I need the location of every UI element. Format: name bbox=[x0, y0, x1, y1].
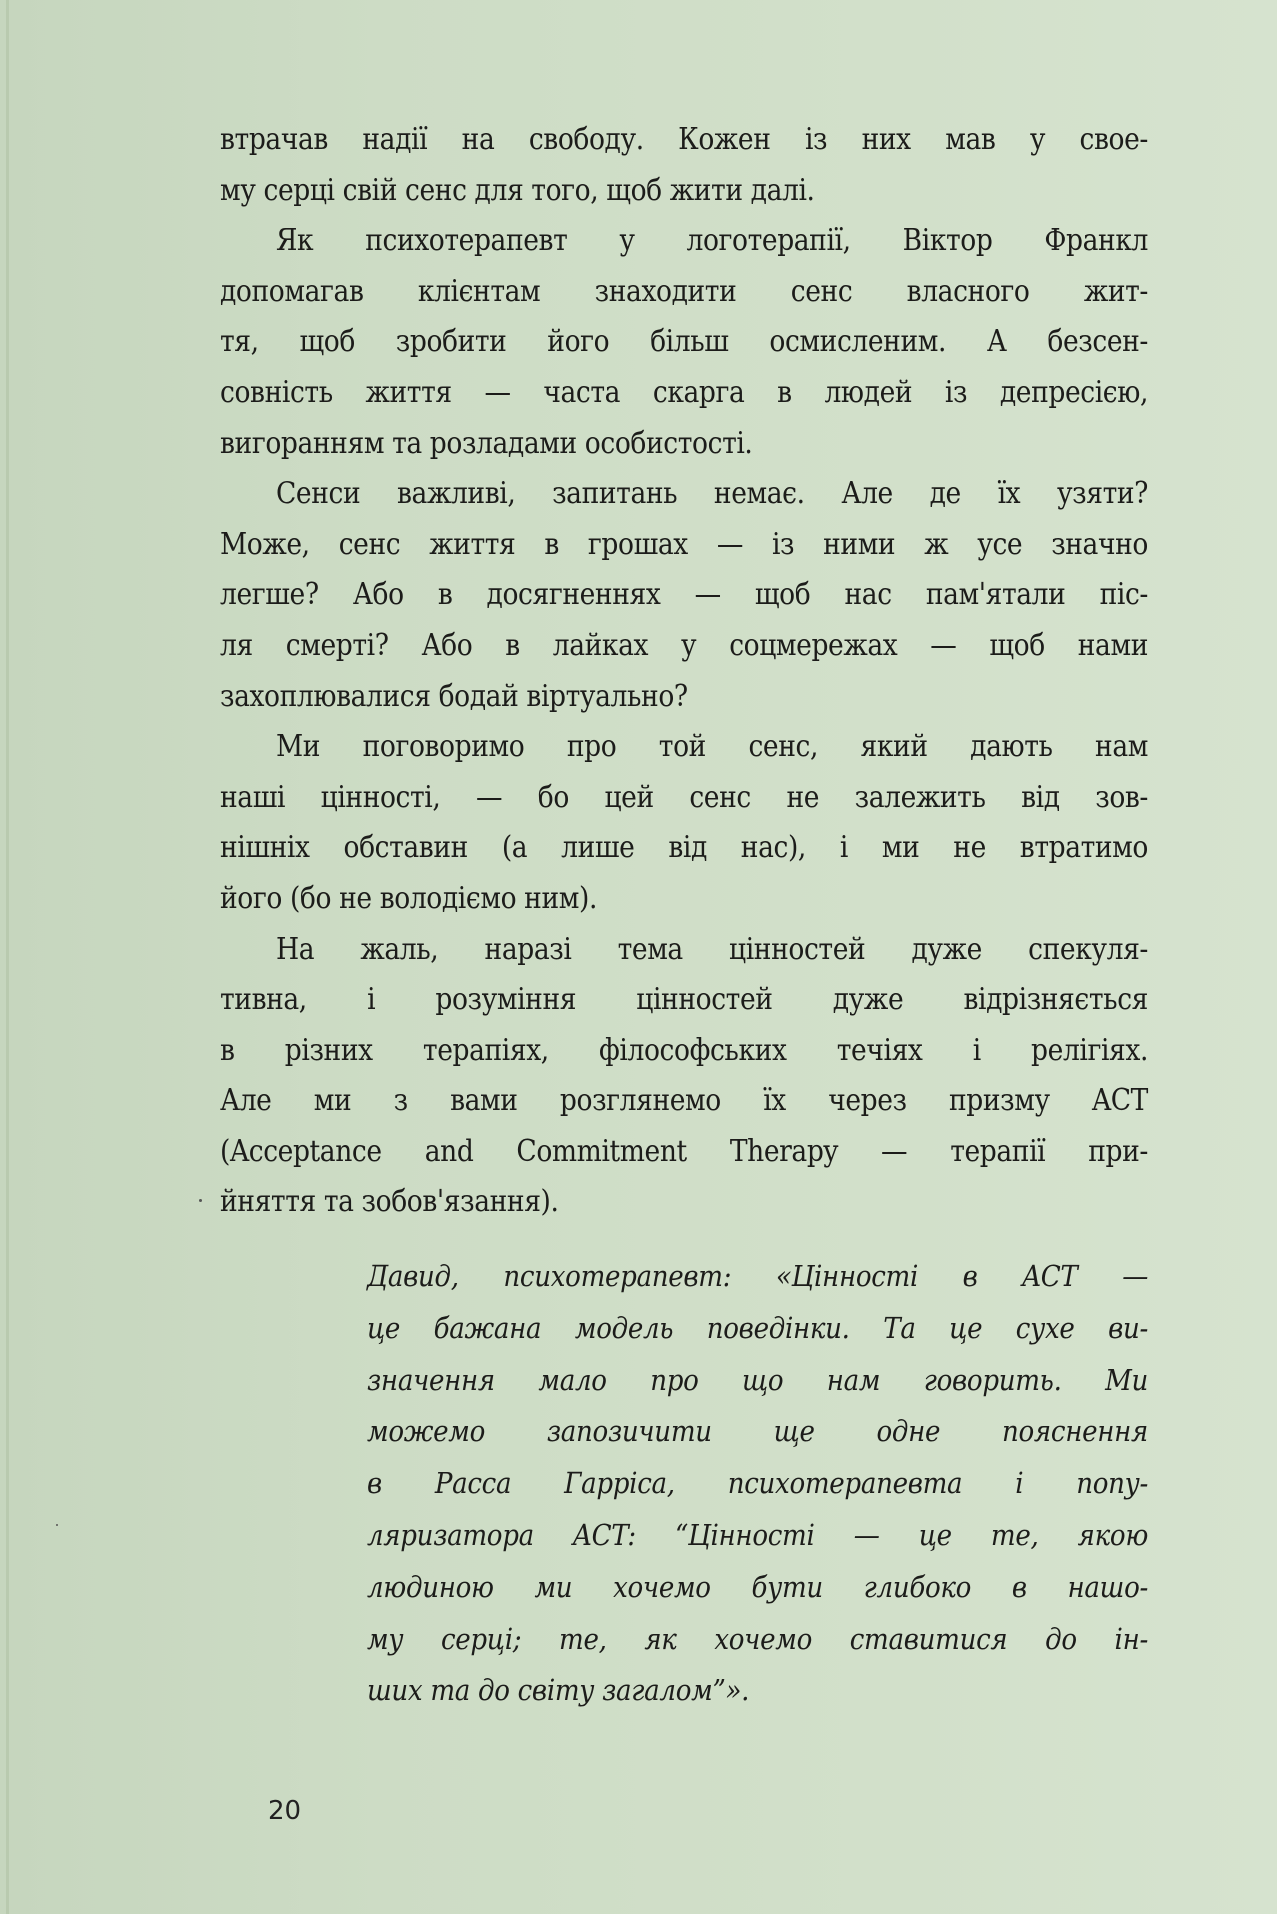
text-line bbox=[220, 114, 1148, 165]
quote-line bbox=[367, 1562, 1148, 1614]
page-edge-shadow bbox=[6, 0, 9, 1914]
text-line bbox=[220, 266, 1148, 317]
quote-line bbox=[367, 1665, 1148, 1717]
text-line bbox=[220, 1126, 1148, 1177]
quote-line bbox=[367, 1251, 1148, 1303]
quote-line-content: му серці; те, як хочемо ставитися до ін- bbox=[367, 1621, 1148, 1656]
text-line bbox=[220, 165, 1148, 216]
paragraph-start-line bbox=[220, 721, 1148, 772]
text-line-content: вигоранням та розладами особистості. bbox=[220, 425, 753, 460]
text-line-content: його (бо не володіємо ним). bbox=[220, 880, 597, 915]
text-line-content: допомагав клієнтам знаходити сенс власного жит- bbox=[220, 273, 1148, 308]
text-line-content: в різних терапіях, філософських течіях і релігіях. bbox=[220, 1032, 1148, 1067]
text-line bbox=[220, 620, 1148, 671]
text-line-content: Може, сенс життя в грошах — із ними ж усе значно bbox=[220, 526, 1148, 561]
text-line-content: втрачав надії на свободу. Кожен із них мав у свое- bbox=[220, 122, 1148, 156]
text-line bbox=[220, 367, 1148, 418]
text-line-content: наші цінності, — бо цей сенс не залежить від зов- bbox=[220, 779, 1148, 814]
text-line-content: Сенси важливі, запитань немає. Але де їх узяти? bbox=[276, 476, 1148, 511]
quote-line bbox=[367, 1303, 1148, 1355]
text-line-content: Але ми з вами розглянемо їх через призму ACT bbox=[220, 1083, 1148, 1118]
text-line bbox=[220, 974, 1148, 1025]
text-line bbox=[220, 1075, 1148, 1126]
text-line bbox=[220, 873, 1148, 924]
quote-line-content: ляризатора ACT: “Цінності — це те, якою bbox=[367, 1517, 1148, 1552]
text-line bbox=[220, 671, 1148, 722]
text-line-content: нішніх обставин (а лише від нас), і ми не втратимо bbox=[220, 830, 1148, 865]
text-line bbox=[220, 1025, 1148, 1076]
quote-line bbox=[367, 1510, 1148, 1562]
text-line bbox=[220, 418, 1148, 469]
text-line-content: ля смерті? Або в лайках у соцмережах — щоб нами bbox=[220, 627, 1148, 662]
text-line bbox=[220, 316, 1148, 367]
quote-line-content: людиною ми хочемо бути глибоко в нашо- bbox=[367, 1569, 1148, 1604]
text-line bbox=[220, 772, 1148, 823]
text-line-content: (Acceptance and Commitment Therapy — терапії при- bbox=[220, 1133, 1148, 1168]
quote-line bbox=[367, 1458, 1148, 1510]
text-line bbox=[220, 569, 1148, 620]
quote-line-content: можемо запозичити ще одне пояснення bbox=[367, 1414, 1148, 1449]
body-text bbox=[220, 114, 1148, 1227]
text-line-content: Ми поговоримо про той сенс, який дають нам bbox=[276, 729, 1148, 764]
text-line-content: тивна, і розуміння цінностей дуже відрізняється bbox=[220, 982, 1148, 1017]
quote-line bbox=[367, 1614, 1148, 1666]
text-line-content: совність життя — часта скарга в людей із депресією, bbox=[220, 374, 1148, 409]
text-line-content: йняття та зобов'язання). bbox=[220, 1184, 559, 1219]
text-line-content: легше? Або в досягненнях — щоб нас пам'ятали піс- bbox=[220, 577, 1148, 612]
quote-line-content: це бажана модель поведінки. Та це сухе ви- bbox=[367, 1310, 1148, 1345]
paragraph-start-line bbox=[220, 468, 1148, 519]
text-line bbox=[220, 822, 1148, 873]
quote-line bbox=[367, 1355, 1148, 1407]
quote-line-content: в Расса Гарріса, психотерапевта і попу- bbox=[367, 1466, 1148, 1501]
text-line-content: захоплювалися бодай віртуально? bbox=[220, 678, 688, 713]
quote-line-content: Давид, психотерапевт: «Цінності в ACT — bbox=[367, 1259, 1148, 1293]
block-quote bbox=[367, 1251, 1148, 1717]
quote-line bbox=[367, 1406, 1148, 1458]
page-number: 20 bbox=[268, 1796, 302, 1826]
ink-speck bbox=[199, 1199, 202, 1202]
text-line-content: му серці свій сенс для того, щоб жити далі. bbox=[220, 172, 815, 207]
text-line-content: тя, щоб зробити його більш осмисленим. А безсен- bbox=[220, 324, 1148, 359]
paragraph-start-line bbox=[220, 924, 1148, 975]
text-line-content: Як психотерапевт у логотерапії, Віктор Франкл bbox=[276, 223, 1148, 258]
quote-line-content: значення мало про що нам говорить. Ми bbox=[367, 1362, 1148, 1397]
paragraph-start-line bbox=[220, 215, 1148, 266]
text-line bbox=[220, 519, 1148, 570]
text-line bbox=[220, 1176, 1148, 1227]
quote-line-content: ших та до світу загалом”». bbox=[367, 1673, 750, 1708]
ink-speck bbox=[56, 1524, 58, 1526]
text-line-content: На жаль, наразі тема цінностей дуже спекуля- bbox=[276, 931, 1148, 966]
